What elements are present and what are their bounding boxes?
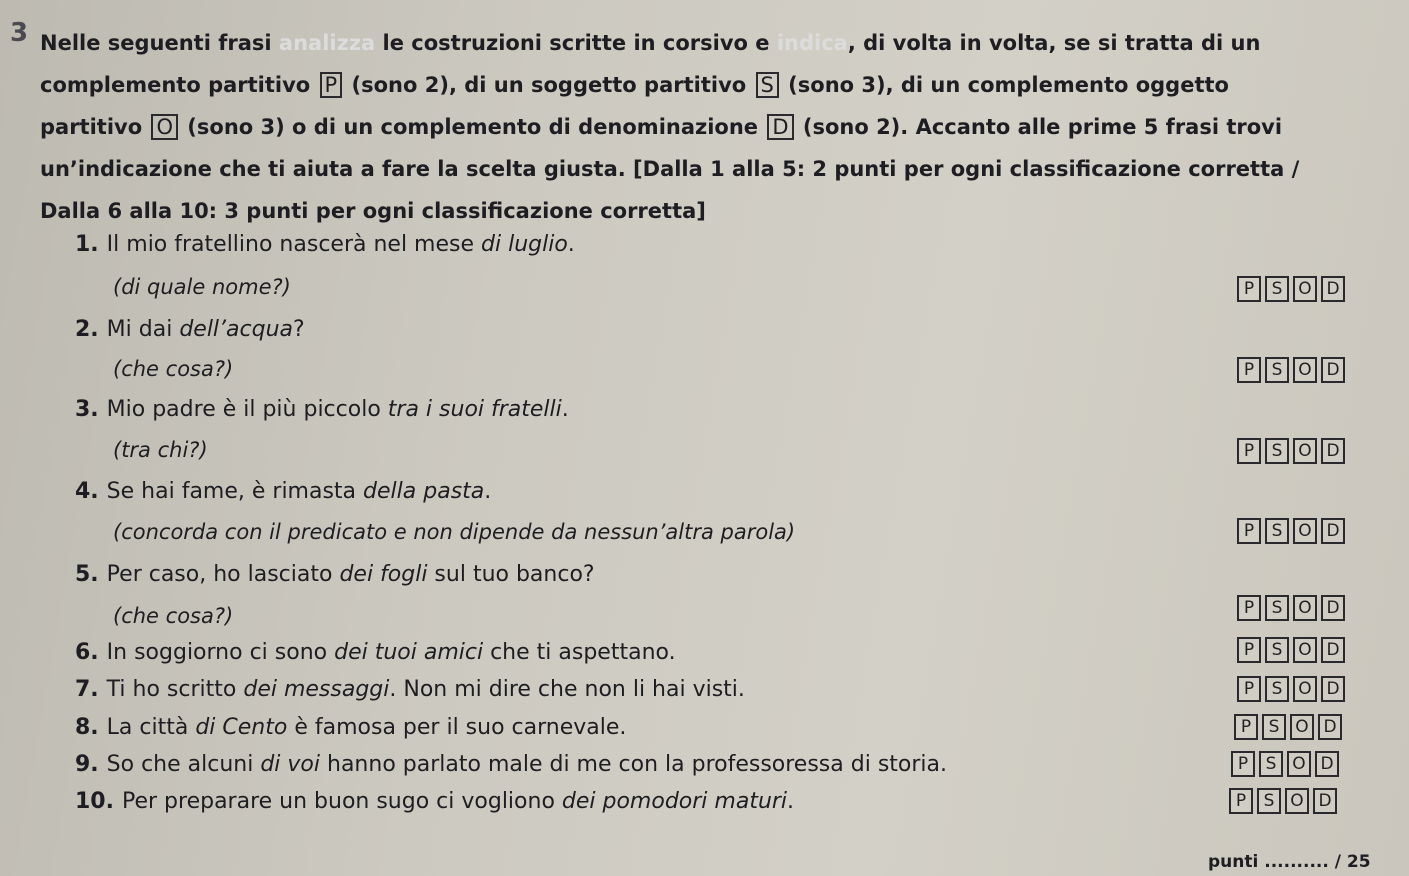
option-d-checkbox[interactable]: D bbox=[1321, 276, 1345, 302]
sentence-italic: dei tuoi amici bbox=[334, 640, 484, 665]
option-p-checkbox[interactable]: P bbox=[1237, 438, 1261, 464]
option-s-checkbox[interactable]: S bbox=[1265, 438, 1289, 464]
option-o-checkbox[interactable]: O bbox=[1293, 676, 1317, 702]
option-p-checkbox[interactable]: P bbox=[1234, 714, 1258, 740]
option-o-checkbox[interactable]: O bbox=[1293, 276, 1317, 302]
option-p-checkbox[interactable]: P bbox=[1231, 751, 1255, 777]
sentence-italic: della pasta bbox=[363, 479, 485, 504]
answer-options bbox=[1237, 676, 1345, 702]
option-p-checkbox[interactable]: P bbox=[1237, 276, 1261, 302]
sentence-text: Ti ho scritto bbox=[106, 677, 244, 702]
sentence-1 bbox=[75, 232, 575, 257]
answer-options bbox=[1237, 276, 1345, 302]
sentence-text-end: . bbox=[561, 397, 569, 422]
sentence-italic: dell’acqua bbox=[179, 317, 293, 342]
option-d-checkbox[interactable]: D bbox=[1321, 438, 1345, 464]
sentence-number: 3. bbox=[75, 397, 99, 422]
score-total: / 25 bbox=[1334, 852, 1371, 872]
option-o-checkbox[interactable]: O bbox=[1290, 714, 1314, 740]
option-d-checkbox[interactable]: D bbox=[1321, 676, 1345, 702]
sentence-text: In soggiorno ci sono bbox=[106, 640, 335, 665]
sentence-hint: (tra chi?) bbox=[113, 438, 208, 462]
sentence-hint: (che cosa?) bbox=[113, 604, 234, 628]
sentence-text-end: sul tuo banco? bbox=[427, 562, 595, 587]
option-s-checkbox[interactable]: S bbox=[1259, 751, 1283, 777]
option-p-checkbox[interactable]: P bbox=[1237, 676, 1261, 702]
sentence-italic: di voi bbox=[260, 752, 321, 777]
option-p-checkbox[interactable]: P bbox=[1237, 357, 1261, 383]
answer-options bbox=[1237, 595, 1345, 621]
instruction-line: Dalla 6 alla 10: 3 punti per ogni classificazione corretta] bbox=[40, 199, 706, 223]
option-o-checkbox[interactable]: O bbox=[1287, 751, 1311, 777]
answer-options bbox=[1234, 714, 1342, 740]
option-d-checkbox[interactable]: D bbox=[1315, 751, 1339, 777]
option-p-checkbox[interactable]: P bbox=[1237, 637, 1261, 663]
sentence-2 bbox=[75, 317, 305, 342]
option-box-label: O bbox=[151, 114, 178, 140]
sentence-text-end: . bbox=[484, 479, 492, 504]
option-s-checkbox[interactable]: S bbox=[1265, 595, 1289, 621]
option-d-checkbox[interactable]: D bbox=[1318, 714, 1342, 740]
sentence-italic: tra i suoi fratelli bbox=[387, 397, 562, 422]
answer-options bbox=[1229, 788, 1337, 814]
sentence-hint: (concorda con il predicato e non dipende da nessun’altra parola) bbox=[113, 520, 796, 544]
sentence-hint: (di quale nome?) bbox=[113, 275, 291, 299]
option-s-checkbox[interactable]: S bbox=[1257, 788, 1281, 814]
answer-options bbox=[1237, 637, 1345, 663]
sentence-text-end: che ti aspettano. bbox=[483, 640, 676, 665]
option-s-checkbox[interactable]: S bbox=[1262, 714, 1286, 740]
option-s-checkbox[interactable]: S bbox=[1265, 518, 1289, 544]
sentence-text-end: è famosa per il suo carnevale. bbox=[287, 715, 627, 740]
answer-options bbox=[1237, 518, 1345, 544]
sentence-text-end: hanno parlato male di me con la professoressa di storia. bbox=[320, 752, 947, 777]
sentence-number: 7. bbox=[75, 677, 99, 702]
sentence-text: Per preparare un buon sugo ci vogliono bbox=[121, 789, 562, 814]
instruction-line: un’indicazione che ti aiuta a fare la scelta giusta. [Dalla 1 alla 5: 2 punti per ogni classificazione corretta / bbox=[40, 157, 1300, 181]
sentence-italic: dei pomodori maturi bbox=[561, 789, 788, 814]
sentence-10 bbox=[75, 789, 794, 814]
answer-options bbox=[1237, 438, 1345, 464]
sentence-8 bbox=[75, 715, 626, 740]
score-label: punti bbox=[1208, 852, 1259, 872]
option-d-checkbox[interactable]: D bbox=[1321, 637, 1345, 663]
sentence-text: Se hai fame, è rimasta bbox=[106, 479, 364, 504]
sentence-text-end: . bbox=[567, 232, 575, 257]
option-p-checkbox[interactable]: P bbox=[1237, 595, 1261, 621]
sentence-hint: (che cosa?) bbox=[113, 357, 234, 381]
option-o-checkbox[interactable]: O bbox=[1293, 637, 1317, 663]
score-footer bbox=[1208, 852, 1371, 872]
exercise-instructions bbox=[40, 22, 1380, 232]
sentence-italic: dei messaggi bbox=[243, 677, 390, 702]
sentence-text: So che alcuni bbox=[106, 752, 261, 777]
sentence-5 bbox=[75, 562, 595, 587]
option-s-checkbox[interactable]: S bbox=[1265, 357, 1289, 383]
sentence-text-end: . bbox=[787, 789, 795, 814]
option-d-checkbox[interactable]: D bbox=[1321, 357, 1345, 383]
sentence-number: 5. bbox=[75, 562, 99, 587]
option-d-checkbox[interactable]: D bbox=[1313, 788, 1337, 814]
sentence-text: Mio padre è il più piccolo bbox=[106, 397, 388, 422]
option-d-checkbox[interactable]: D bbox=[1321, 595, 1345, 621]
option-o-checkbox[interactable]: O bbox=[1293, 595, 1317, 621]
sentence-italic: dei fogli bbox=[339, 562, 428, 587]
sentence-4 bbox=[75, 479, 491, 504]
option-o-checkbox[interactable]: O bbox=[1293, 518, 1317, 544]
instruction-line: partitivo O (sono 3) o di un complemento di denominazione D (sono 2). Accanto alle prime 5 frasi trovi bbox=[40, 115, 1283, 139]
option-o-checkbox[interactable]: O bbox=[1293, 438, 1317, 464]
sentence-number: 4. bbox=[75, 479, 99, 504]
option-box-label: P bbox=[320, 72, 343, 98]
sentence-italic: di luglio bbox=[481, 232, 568, 257]
option-s-checkbox[interactable]: S bbox=[1265, 637, 1289, 663]
sentence-6 bbox=[75, 640, 676, 665]
option-box-label: D bbox=[767, 114, 793, 140]
sentence-7 bbox=[75, 677, 745, 702]
sentence-text: Per caso, ho lasciato bbox=[106, 562, 340, 587]
sentence-text: Il mio fratellino nascerà nel mese bbox=[106, 232, 482, 257]
sentence-number: 10. bbox=[75, 789, 114, 814]
answer-options bbox=[1231, 751, 1339, 777]
instruction-line: Nelle seguenti frasi analizza le costruzioni scritte in corsivo e indica, di volta in volta, se si tratta di un bbox=[40, 31, 1261, 55]
option-box-label: S bbox=[756, 72, 779, 98]
exercise-number: 3 bbox=[10, 18, 29, 48]
option-p-checkbox[interactable]: P bbox=[1229, 788, 1253, 814]
sentence-italic: di Cento bbox=[195, 715, 288, 740]
option-d-checkbox[interactable]: D bbox=[1321, 518, 1345, 544]
score-blank[interactable]: .......... bbox=[1264, 852, 1329, 872]
sentence-9 bbox=[75, 752, 947, 777]
sentence-text: Mi dai bbox=[106, 317, 180, 342]
sentence-number: 8. bbox=[75, 715, 99, 740]
answer-options bbox=[1237, 357, 1345, 383]
option-s-checkbox[interactable]: S bbox=[1265, 276, 1289, 302]
option-p-checkbox[interactable]: P bbox=[1237, 518, 1261, 544]
option-o-checkbox[interactable]: O bbox=[1285, 788, 1309, 814]
sentence-number: 2. bbox=[75, 317, 99, 342]
sentence-number: 6. bbox=[75, 640, 99, 665]
sentence-text-end: ? bbox=[293, 317, 305, 342]
option-o-checkbox[interactable]: O bbox=[1293, 357, 1317, 383]
sentence-number: 1. bbox=[75, 232, 99, 257]
sentence-text-end: . Non mi dire che non li hai visti. bbox=[389, 677, 745, 702]
sentence-text: La città bbox=[106, 715, 196, 740]
option-s-checkbox[interactable]: S bbox=[1265, 676, 1289, 702]
sentence-3 bbox=[75, 397, 569, 422]
sentence-number: 9. bbox=[75, 752, 99, 777]
instruction-line: complemento partitivo P (sono 2), di un soggetto partitivo S (sono 3), di un complemento oggetto bbox=[40, 73, 1229, 97]
